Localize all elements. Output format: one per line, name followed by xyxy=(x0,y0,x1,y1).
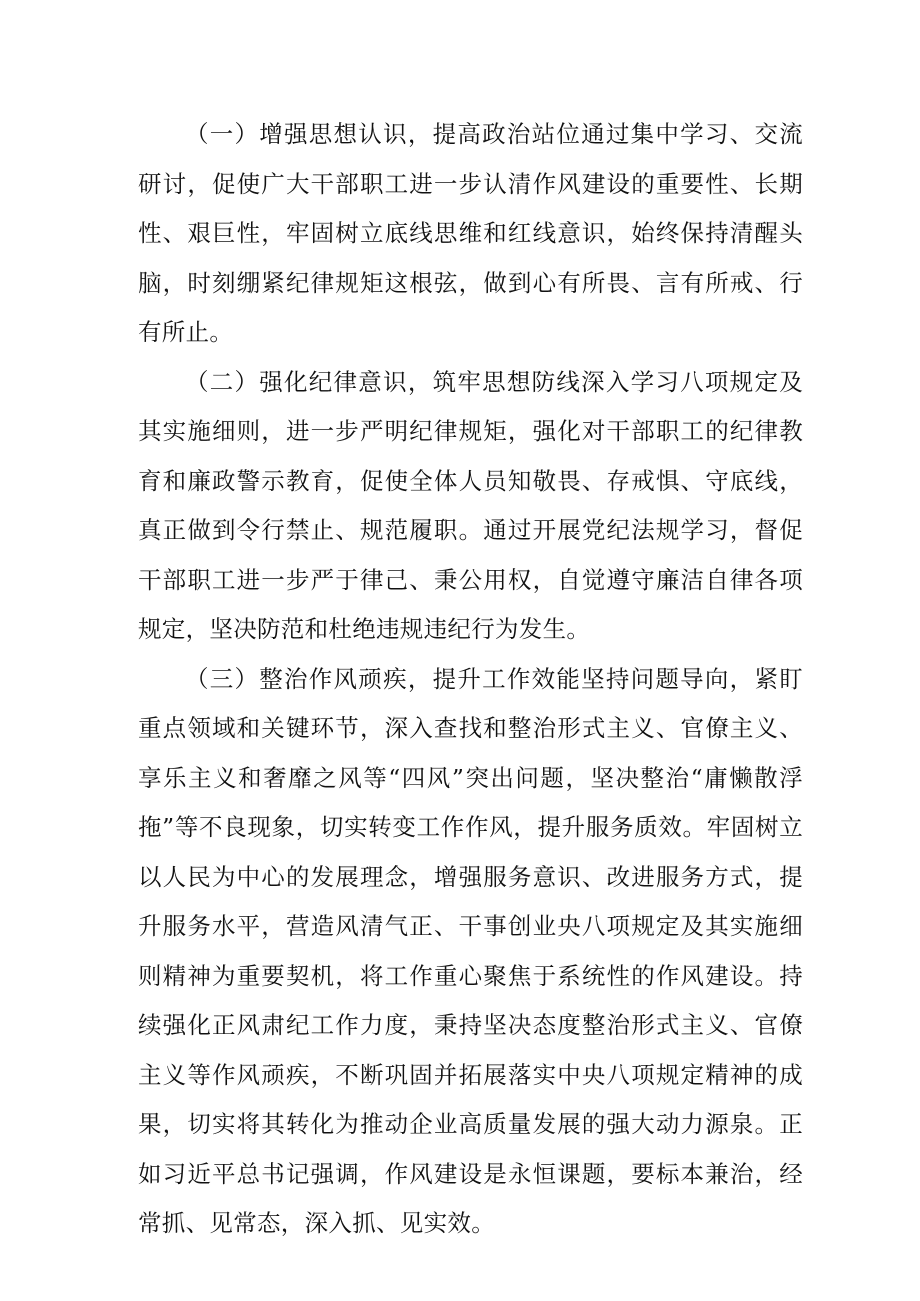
paragraph-1: （一）增强思想认识，提高政治站位通过集中学习、交流研讨，促使广大干部职工进一步认清作风建设的重要性、长期性、艰巨性，牢固树立底线思维和红线意识，始终保持清醒头脑，时刻绷紧纪律规矩这根弦，做到心有所畏、言有所戒、行有所止。 xyxy=(138,120,803,346)
paragraph-2: （二）强化纪律意识，筑牢思想防线深入学习八项规定及其实施细则，进一步严明纪律规矩，强化对干部职工的纪律教育和廉政警示教育，促使全体人员知敬畏、存戒惧、守底线，真正做到令行禁止、规范履职。通过开展党纪法规学习，督促干部职工进一步严于律己、秉公用权，自觉遵守廉洁自律各项规定，坚决防范和杜绝违规违纪行为发生。 xyxy=(138,367,803,643)
paragraph-3: （三）整治作风顽疾，提升工作效能坚持问题导向，紧盯重点领域和关键环节，深入查找和整治形式主义、官僚主义、享乐主义和奢靡之风等“四风”突出问题，坚决整治“庸懒散浮拖”等不良现象，切实转变工作作风，提升服务质效。牢固树立以人民为中心的发展理念，增强服务意识、改进服务方式，提升服务水平，营造风清气正、干事创业央八项规定及其实施细则精神为重要契机，将工作重心聚焦于系统性的作风建设。持续强化正风肃纪工作力度，秉持坚决态度整治形式主义、官僚主义等作风顽疾，不断巩固并拓展落实中央八项规定精神的成果，切实将其转化为推动企业高质量发展的强大动力源泉。正如习近平总书记强调，作风建设是永恒课题，要标本兼治，经常抓、见常态，深入抓、见实效。 xyxy=(138,664,803,1237)
document-body xyxy=(138,110,803,1249)
